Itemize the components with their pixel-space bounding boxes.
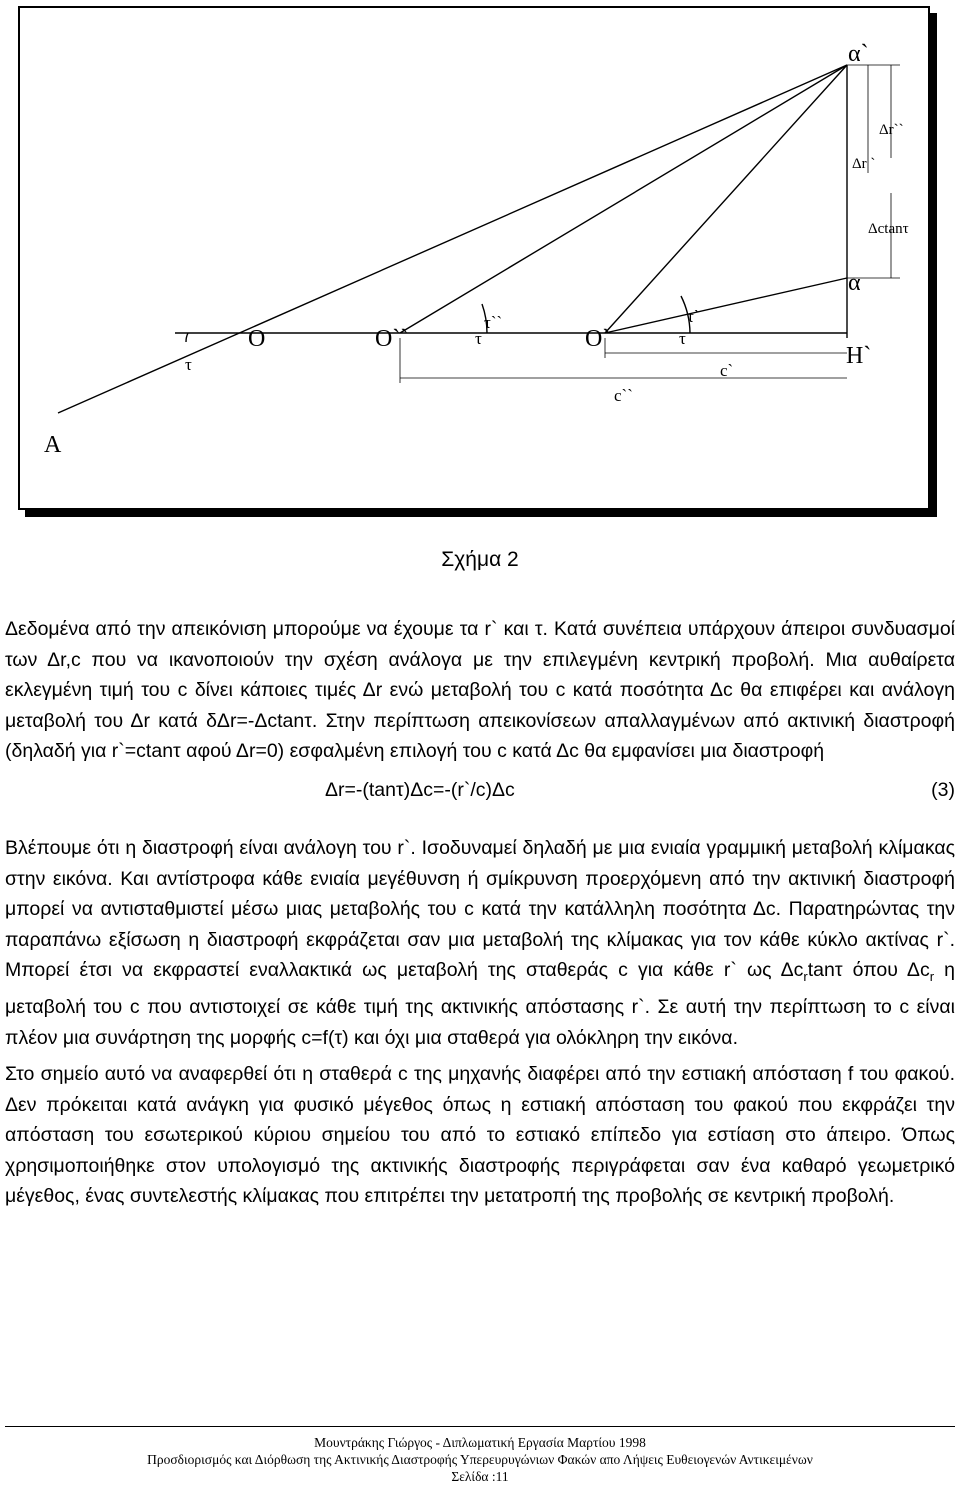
equation-3 (5, 775, 955, 806)
label-c2: c`` (614, 386, 633, 405)
figure-caption: Σχήμα 2 (441, 548, 519, 571)
label-alpha: α (848, 270, 861, 296)
label-o: O (248, 326, 266, 352)
equation-number: (3) (931, 778, 955, 801)
label-o2: O`` (375, 326, 409, 352)
paragraph-1: Δεδομένα από την απεικόνιση μπορούμε να έχουμε τα r` και τ. Κατά συνέπεια υπάρχουν άπειροι συνδυασμοί των Δr,c που να ικανοποιούν την σχέση ανάλογα με την επιλεγμένη κεντρική προβολή. Μια αυθαίρετα εκλεγμένη τιμή του c δίνει κάποιες τιμές Δr ενώ μεταβολή του c κατά ποσότητα Δc θα επιφέρει και ανάλογη μεταβολή του Δr κατά δΔr=-Δctanτ. Στην περίπτωση απεικονίσεων απαλλαγμένων από ακτινική διαστροφή (δηλαδή για r`=ctanτ αφού Δr=0) εσφαλμένη επιλογή του c κατά Δc θα εμφανίσει μια διαστροφή (5, 618, 955, 762)
label-tau1: τ` (687, 307, 700, 326)
figure-2-diagram (20, 8, 928, 508)
subscript-r-2: r (929, 968, 935, 984)
label-dr1: Δr ` (852, 156, 876, 172)
angle-arc-tau-left (186, 333, 188, 342)
page-footer (0, 1434, 960, 1485)
footer-author: Μουντράκης Γιώργος - Διπλωματική Εργασία Μαρτίου 1998 (314, 1435, 646, 1450)
label-tau2: τ`` (484, 313, 503, 332)
paragraph-2 (5, 833, 955, 1053)
label-alpha1: α` (848, 41, 869, 67)
label-c1: c` (720, 361, 734, 380)
paragraph-2-part-2: tanτ όπου Δc (807, 959, 930, 981)
ray-o1-to-alpha1 (605, 65, 847, 333)
body-text (5, 614, 955, 1212)
equation-expression: Δr=-(tanτ)Δc=-(r`/c)Δc (325, 778, 515, 801)
subscript-r: r (803, 968, 808, 984)
label-dctan: Δctanτ (868, 221, 909, 237)
footer-title: Προσδιορισμός και Διόρθωση της Ακτινικής Διαστροφής Υπερευρυγώνιων Φακών απο Λήψεις Ευθειογενών Αντικειμένων (147, 1452, 813, 1467)
footer-rule (5, 1426, 955, 1427)
label-dr2: Δr`` (879, 122, 904, 138)
figure-2-frame (18, 6, 930, 510)
paragraph-2-part-1: Βλέπουμε ότι η διαστροφή είναι ανάλογη του r`. Ισοδυναμεί δηλαδή με μια ενιαία γραμμική μεταβολή κλίμακας στην εικόνα. Και αντίστροφα κάθε ενιαία μεγέθυνση ή σμίκρυνση προερχόμενη από την ακτινική διαστροφή μπορεί να αντισταθμιστεί μέσω μιας μεταβολής του c κατά την κατάλληλη ποσότητα Δc. Παρατηρώντας την παραπάνω εξίσωση η διαστροφή εκφράζεται σαν μια μεταβολή της κλίμακας για τον κάθε κύκλο ακτίνας r`. Μπορεί έτσι να εκφραστεί εναλλακτικά ως μεταβολή της σταθεράς c για κάθε r` ως Δc (5, 837, 955, 981)
label-h1: H` (846, 343, 872, 369)
label-tau-left: τ (185, 355, 192, 374)
label-tau-mid: τ (475, 329, 482, 348)
footer-page-number: Σελίδα :11 (451, 1469, 509, 1484)
label-a: A (44, 432, 62, 458)
label-o1: O` (585, 326, 611, 352)
ray-from-o1 (605, 278, 847, 333)
label-tau-right: τ (679, 329, 686, 348)
paragraph-3: Στο σημείο αυτό να αναφερθεί ότι η σταθερά c της μηχανής διαφέρει από την εστιακή απόσταση f του φακού. Δεν πρόκειται κατά ανάγκη για φυσικό μέγεθος όπως η εστιακή απόσταση του φακού που εκφράζει την απόσταση του εσωτερικού κύριου σημείου του από το εστιακό επίπεδο για εστίαση στο άπειρο. Όπως χρησιμοποιήθηκε στον υπολογισμό της ακτινικής διαστροφής περιγράφεται σαν ένα καθαρό γεωμετρικό μέγεθος, ένας συντελεστής κλίμακας που επιτρέπει την μετατροπή της προβολής σε κεντρική προβολή. (5, 1063, 955, 1208)
paragraph-2-part-3: η μεταβολή του c που αντιστοιχεί σε κάθε τιμή της ακτινικής απόστασης r`. Σε αυτή την περίπτωση το c είναι πλέον μια συνάρτηση της μορφής c=f(τ) και όχι μια σταθερά για ολόκληρη την εικόνα. (5, 959, 955, 1049)
